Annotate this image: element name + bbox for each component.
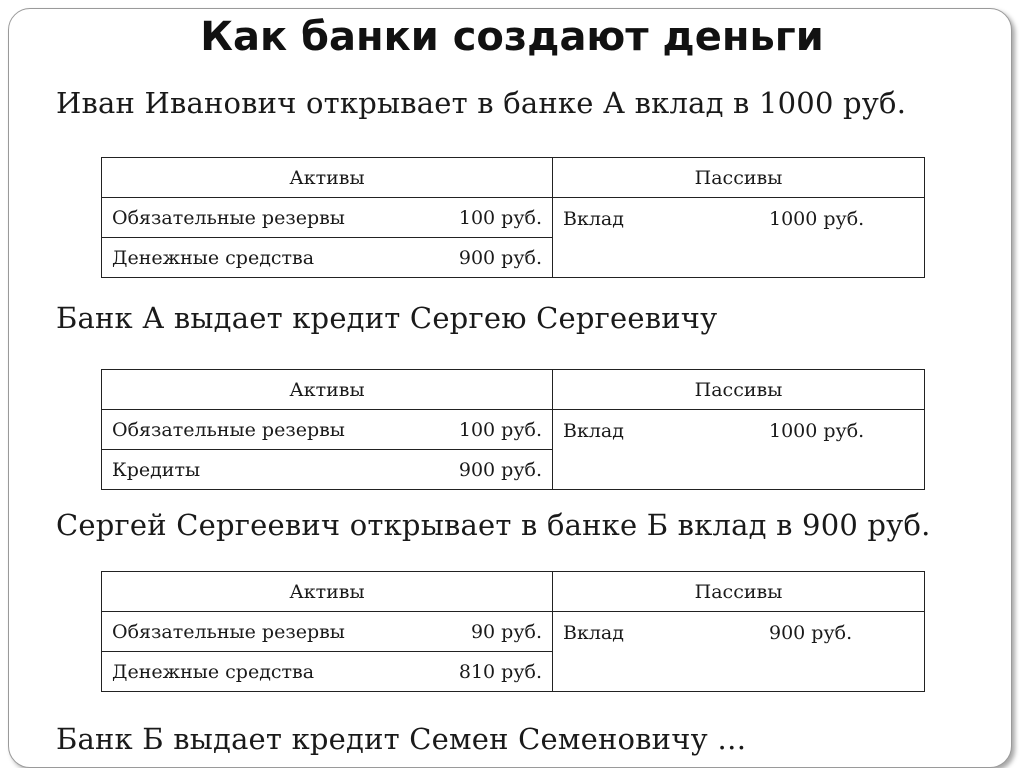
asset-row [102,450,553,490]
liabilities-header: Пассивы [553,572,925,612]
liability-name: Вклад [563,420,624,442]
balance-table-2 [101,369,925,490]
liability-cell [553,612,925,692]
asset-name: Обязательные резервы [112,206,345,229]
liability-cell [553,410,925,490]
assets-header: Активы [102,370,553,410]
liability-value: 900 руб. [769,622,853,644]
liability-name: Вклад [563,208,624,230]
asset-name: Обязательные резервы [112,418,345,441]
caption-2: Банк А выдает кредит Сергею Сергеевичу [56,301,718,335]
asset-row [102,198,553,238]
asset-name: Денежные средства [112,660,315,683]
liability-name: Вклад [563,622,624,644]
asset-row [102,612,553,652]
asset-value: 810 руб. [458,660,542,683]
caption-1: Иван Иванович открывает в банке А вклад в 1000 руб. [56,86,907,120]
asset-value: 100 руб. [458,206,542,229]
caption-3: Сергей Сергеевич открывает в банке Б вклад в 900 руб. [56,508,931,542]
liabilities-header: Пассивы [553,370,925,410]
assets-header: Активы [102,158,553,198]
balance-table-3 [101,571,925,692]
asset-value: 900 руб. [458,458,542,481]
liabilities-header: Пассивы [553,158,925,198]
assets-header: Активы [102,572,553,612]
asset-name: Обязательные резервы [112,620,345,643]
caption-footer: Банк Б выдает кредит Семен Семеновичу … [56,722,747,756]
balance-table-1 [101,157,925,278]
asset-value: 900 руб. [458,246,542,269]
liability-value: 1000 руб. [769,208,865,230]
liability-cell [553,198,925,278]
slide-title: Как банки создают деньги [200,14,824,60]
liability-value: 1000 руб. [769,420,865,442]
asset-value: 100 руб. [458,418,542,441]
asset-name: Кредиты [112,458,201,481]
asset-row [102,238,553,278]
asset-row [102,410,553,450]
asset-value: 90 руб. [470,620,542,643]
asset-row [102,652,553,692]
asset-name: Денежные средства [112,246,315,269]
